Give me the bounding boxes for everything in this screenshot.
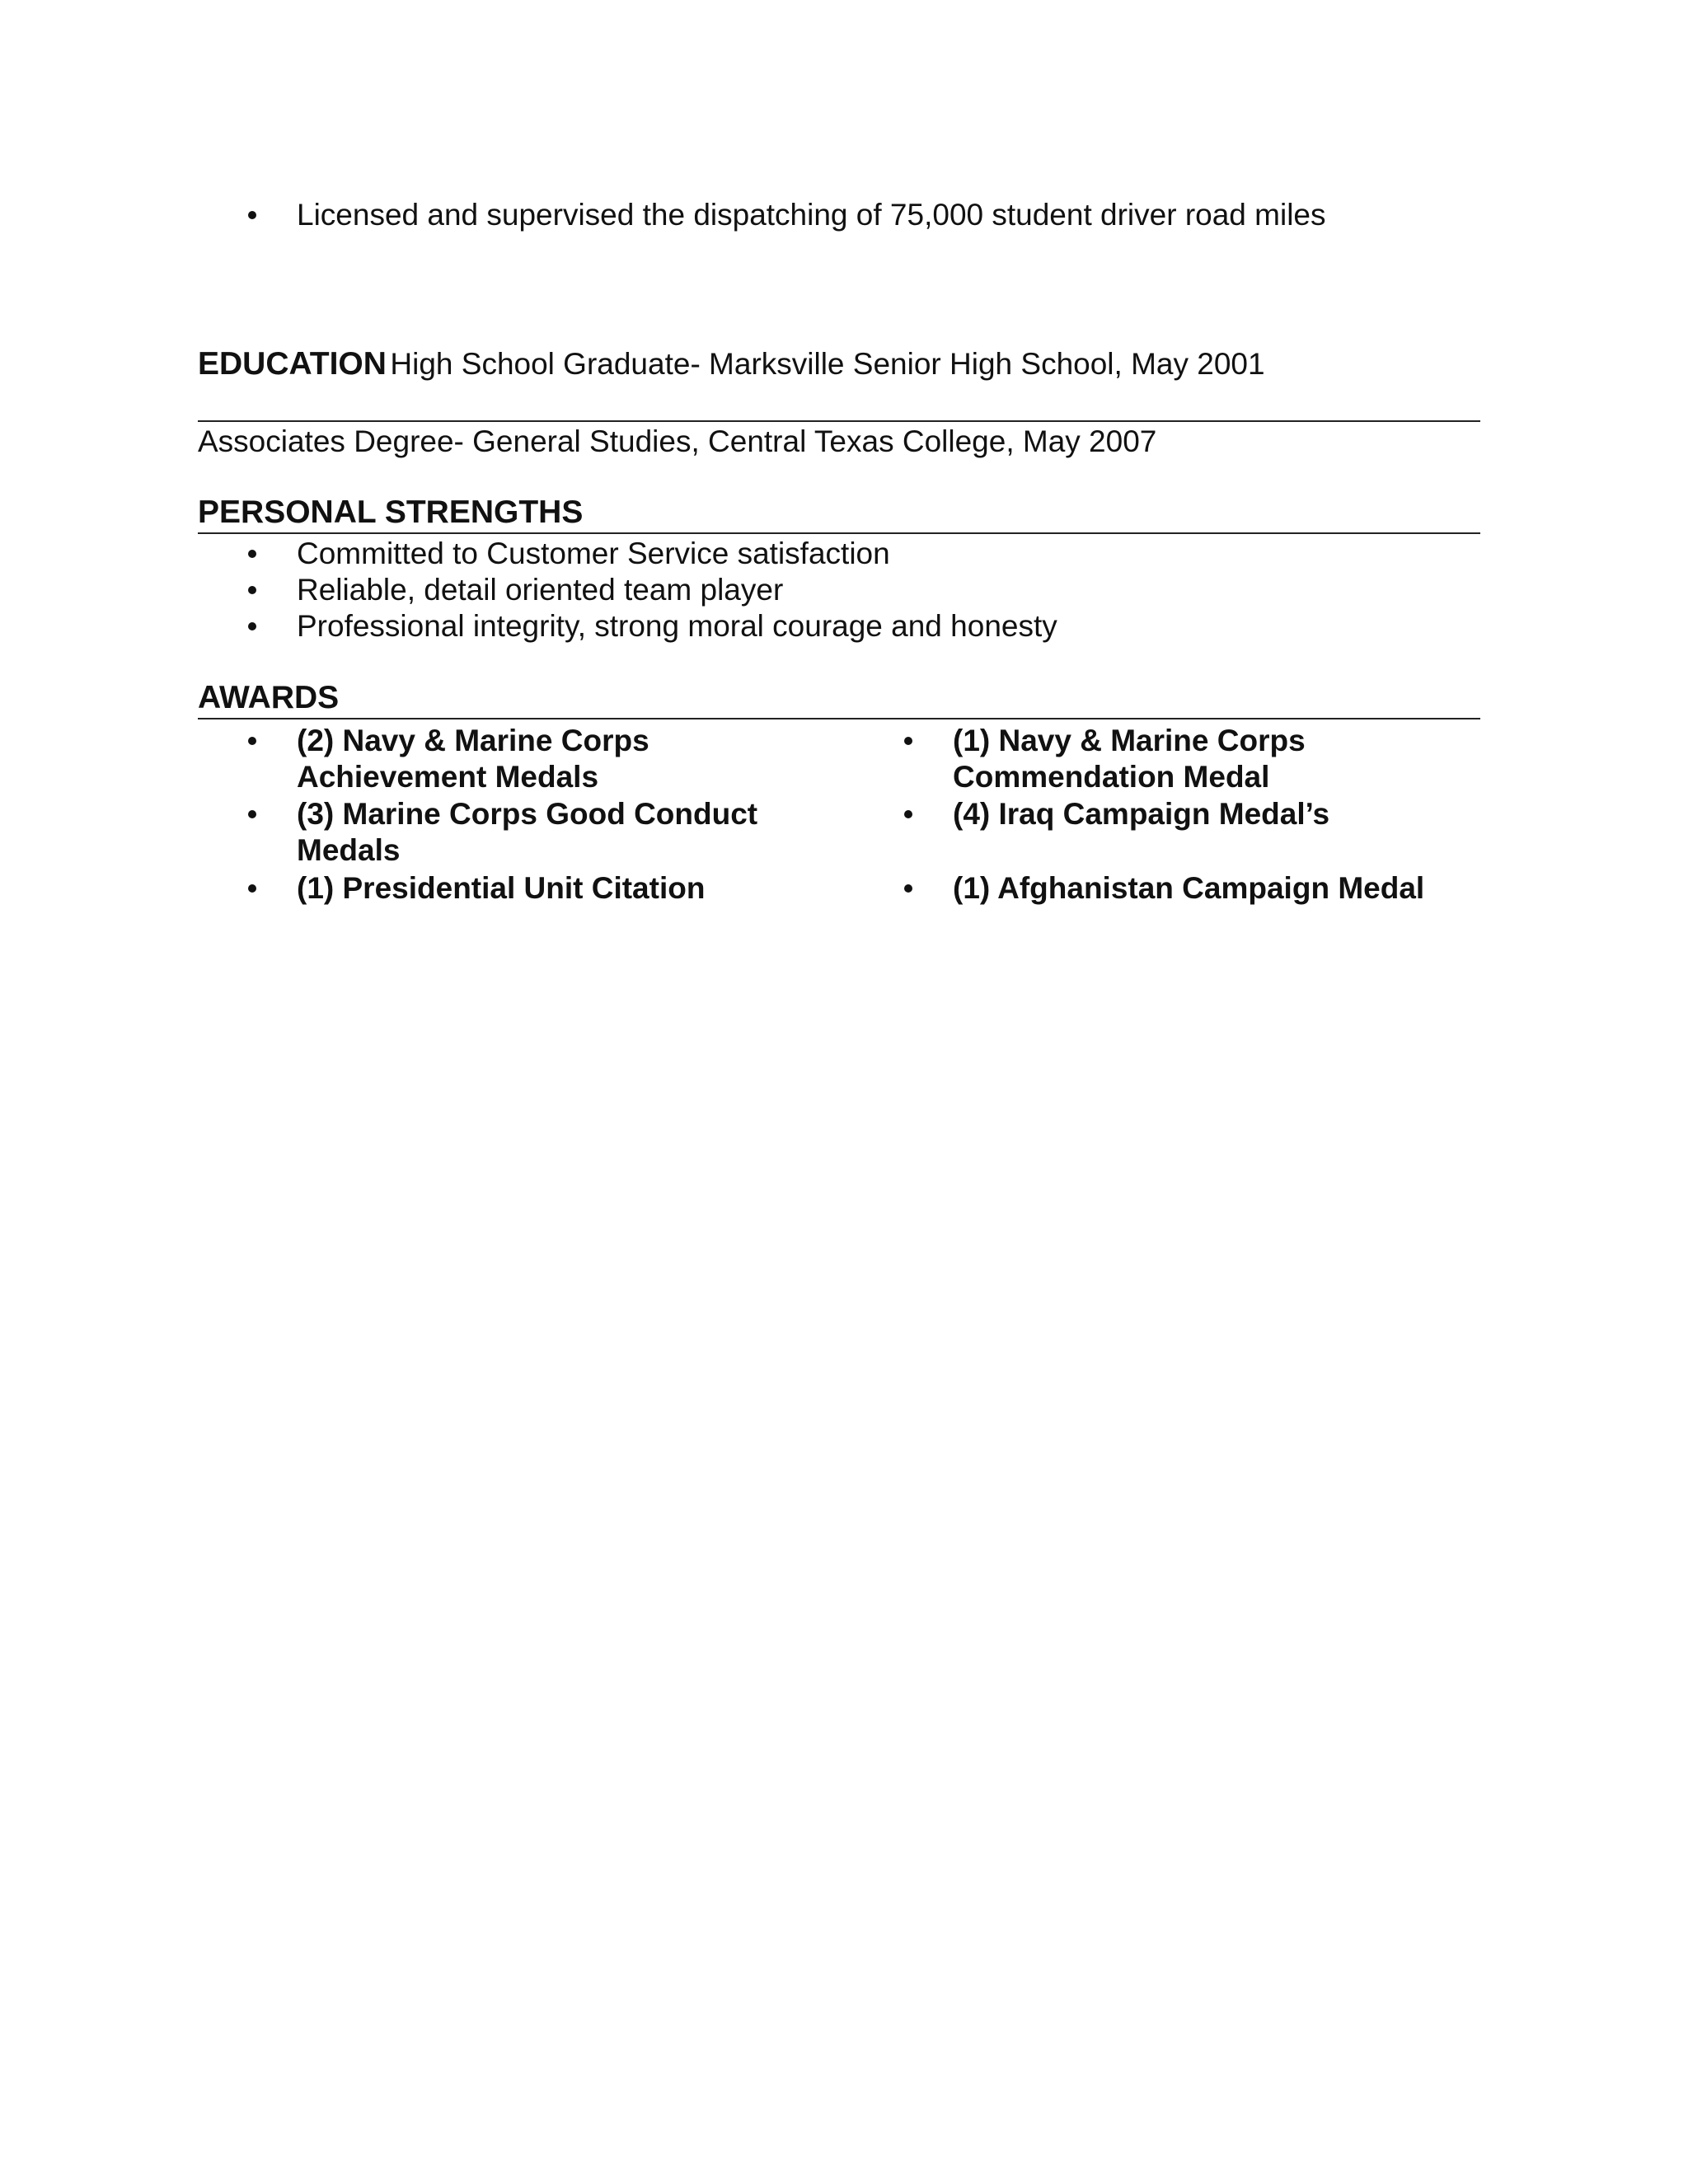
- award-item: (1) Afghanistan Campaign Medal: [953, 871, 1425, 905]
- education-line-1: [198, 346, 1265, 382]
- strength-item: Reliable, detail oriented team player: [297, 573, 784, 607]
- strength-item: Committed to Customer Service satisfaction: [297, 537, 890, 570]
- experience-bullet-text: Licensed and supervised the dispatching of 75,000 student driver road miles: [297, 198, 1326, 232]
- bullet-icon: [248, 550, 256, 558]
- awards-heading: AWARDS: [198, 680, 340, 715]
- education-rule: [198, 420, 1480, 422]
- bullet-icon: [248, 884, 256, 893]
- bullet-icon: [248, 211, 256, 219]
- education-heading: EDUCATION: [198, 346, 387, 382]
- personal-strengths-heading: PERSONAL STRENGTHS: [198, 494, 584, 530]
- bullet-icon: [904, 737, 912, 745]
- education-associates: Associates Degree- General Studies, Central Texas College, May 2007: [198, 424, 1157, 458]
- bullet-icon: [248, 622, 256, 630]
- award-item: (1) Navy & Marine Corps Commendation Medal: [953, 724, 1306, 794]
- personal-strengths-rule: [198, 532, 1480, 534]
- awards-rule: [198, 718, 1480, 719]
- bullet-icon: [248, 810, 256, 818]
- award-item: (4) Iraq Campaign Medal’s: [953, 797, 1330, 831]
- bullet-icon: [904, 884, 912, 893]
- strength-item: Professional integrity, strong moral courage and honesty: [297, 609, 1057, 643]
- award-item: (3) Marine Corps Good Conduct Medals: [297, 797, 758, 867]
- bullet-icon: [248, 737, 256, 745]
- education-high-school: High School Graduate- Marksville Senior High School, May 2001: [390, 347, 1265, 381]
- bullet-icon: [904, 810, 912, 818]
- award-item: (2) Navy & Marine Corps Achievement Medals: [297, 724, 649, 794]
- award-item: (1) Presidential Unit Citation: [297, 871, 706, 905]
- bullet-icon: [248, 586, 256, 594]
